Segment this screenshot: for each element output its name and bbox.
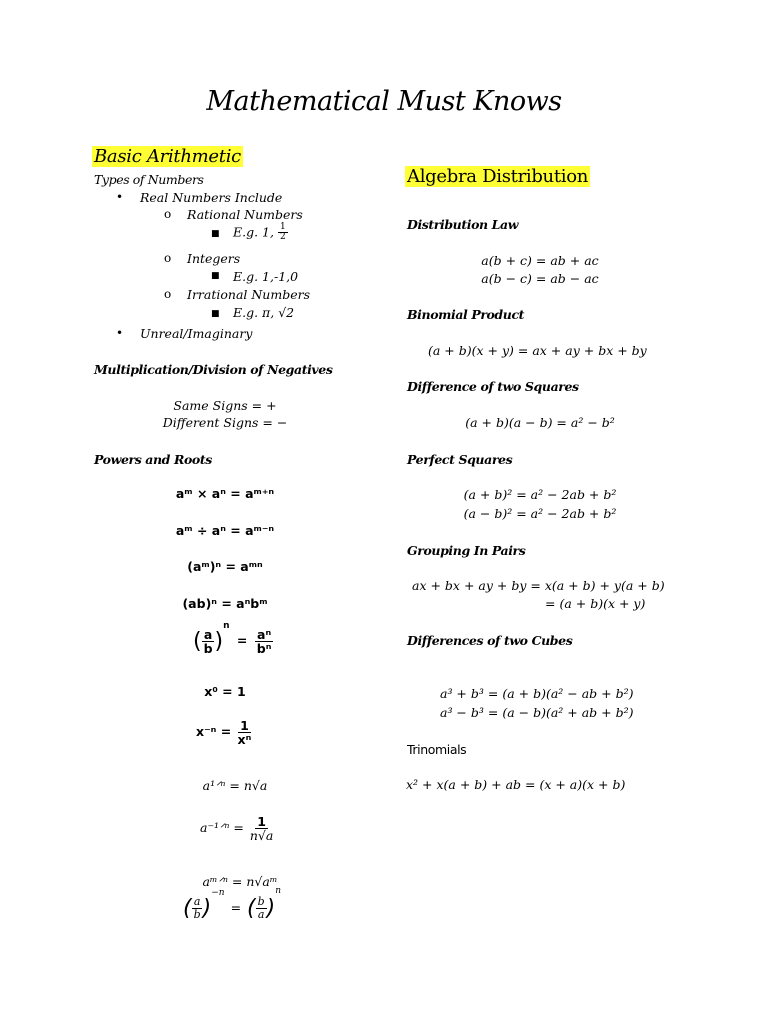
right-paren: ) xyxy=(214,629,224,655)
fraction-numerator: b xyxy=(257,895,265,909)
irrational-example: E.g. π, √2 xyxy=(233,305,295,320)
fraction-denominator: b xyxy=(193,908,201,921)
bullet-icon: • xyxy=(116,190,124,204)
exponent: −n xyxy=(211,887,225,898)
fraction-numerator: a xyxy=(203,627,213,642)
zero-exponent-rule: x⁰ = 1 xyxy=(204,684,246,699)
different-signs-rule: Different Signs = − xyxy=(162,415,288,430)
fraction-a-over-b xyxy=(192,896,203,920)
rational-example xyxy=(233,223,288,243)
integers-item: Integers xyxy=(187,251,241,266)
power-rule-fraction: ( $\frac{a}{b}$ )$^n$ = $\frac{\text{aⁿ}}{\text{bⁿ}}$ xyxy=(193,620,272,657)
same-signs-rule: Same Signs = + xyxy=(173,398,277,413)
difference-of-cubes-formula: a³ − b³ = (a − b)(a² + ab + b²) xyxy=(440,705,634,720)
power-rule-product: aᵐ × aⁿ = aᵐ⁺ⁿ xyxy=(175,486,275,501)
negative-root-rule xyxy=(200,815,275,842)
trinomials-heading: Trinomials xyxy=(407,742,467,757)
perfect-square-difference: (a − b)² = a² − 2ab + b² xyxy=(463,506,617,521)
fraction-an-over-bn xyxy=(255,628,274,655)
negative-fraction-power-rule: ( $\frac{a}{b}$ )$^{-n}$ = ( $\frac{b}{a}$ )$^n$ xyxy=(183,885,282,921)
binomial-product-heading: Binomial Product xyxy=(407,307,525,322)
fraction-denominator: 2 xyxy=(279,232,286,243)
algebra-distribution-heading: Algebra Distribution xyxy=(407,166,589,187)
left-paren: ( xyxy=(247,896,256,921)
fraction-1-over-root xyxy=(248,815,275,842)
bullet-icon: • xyxy=(116,326,124,340)
distribution-law-subtract: a(b − c) = ab − ac xyxy=(481,271,599,286)
grouping-in-pairs-line1: ax + bx + ay + by = x(a + b) + y(a + b) xyxy=(412,578,665,593)
grouping-in-pairs-heading: Grouping In Pairs xyxy=(407,543,526,558)
square-bullet-icon: ■ xyxy=(211,271,220,281)
one-half-fraction xyxy=(278,223,288,243)
fraction-denominator: b xyxy=(203,641,213,657)
distribution-law-add: a(b + c) = ab + ac xyxy=(481,253,599,268)
root-rule: a¹ᐟⁿ = n√a xyxy=(202,778,268,793)
fraction-denominator: n√a xyxy=(249,828,274,844)
fraction-numerator: 1 xyxy=(240,718,249,733)
trinomials-formula: x² + x(a + b) + ab = (x + a)(x + b) xyxy=(406,777,626,792)
mult-div-negatives-heading: Multiplication/Division of Negatives xyxy=(94,362,333,377)
basic-arithmetic-heading: Basic Arithmetic xyxy=(94,146,241,167)
rational-numbers-item: Rational Numbers xyxy=(187,207,303,222)
page-title: Mathematical Must Knows xyxy=(206,86,562,117)
types-of-numbers-heading: Types of Numbers xyxy=(94,172,204,187)
circle-bullet-icon: o xyxy=(164,207,172,221)
power-rule-power: (aᵐ)ⁿ = aᵐⁿ xyxy=(187,559,263,574)
difference-of-squares-formula: (a + b)(a − b) = a² − b² xyxy=(465,415,615,430)
left-paren: ( xyxy=(183,896,192,921)
fraction-1-over-xn xyxy=(236,719,254,746)
power-rule-quotient: aᵐ ÷ aⁿ = aᵐ⁻ⁿ xyxy=(175,523,275,538)
rule-lhs: a⁻¹ᐟⁿ = xyxy=(200,820,244,836)
rule-lhs: x⁻ⁿ = xyxy=(196,724,232,740)
difference-of-squares-heading: Difference of two Squares xyxy=(407,379,579,394)
right-paren: ) xyxy=(202,896,212,921)
circle-bullet-icon: o xyxy=(164,287,172,301)
irrational-numbers-item: Irrational Numbers xyxy=(187,287,310,302)
perfect-square-sum: (a + b)² = a² − 2ab + b² xyxy=(463,487,617,502)
fraction-denominator: xⁿ xyxy=(237,732,252,748)
square-bullet-icon: ■ xyxy=(211,229,220,239)
fraction-numerator: a xyxy=(193,895,201,909)
fraction-a-over-b xyxy=(202,628,215,655)
left-paren: ( xyxy=(193,629,202,655)
fraction-b-over-a xyxy=(256,896,267,920)
fraction-numerator: 1 xyxy=(257,814,266,829)
perfect-squares-heading: Perfect Squares xyxy=(407,452,513,467)
fractional-exponent-rule: aᵐᐟⁿ = n√aᵐ xyxy=(202,874,278,889)
exponent: n xyxy=(223,620,230,631)
power-rule-product-power: (ab)ⁿ = aⁿbᵐ xyxy=(182,596,268,611)
differences-of-cubes-heading: Differences of two Cubes xyxy=(407,633,573,648)
fraction-numerator: 1 xyxy=(279,222,286,232)
grouping-in-pairs-line2: = (a + b)(x + y) xyxy=(545,596,646,611)
exponent: n xyxy=(275,885,282,896)
integers-example: E.g. 1,-1,0 xyxy=(233,269,299,284)
fraction-denominator: a xyxy=(257,908,265,921)
rational-example-label: E.g. 1, xyxy=(233,224,274,240)
distribution-law-heading: Distribution Law xyxy=(407,217,519,232)
unreal-imaginary-item: Unreal/Imaginary xyxy=(140,326,253,341)
negative-exponent-rule xyxy=(196,719,253,746)
powers-roots-heading: Powers and Roots xyxy=(94,452,212,467)
binomial-product-formula: (a + b)(x + y) = ax + ay + bx + by xyxy=(428,343,647,358)
square-bullet-icon: ■ xyxy=(211,309,220,319)
sum-of-cubes-formula: a³ + b³ = (a + b)(a² − ab + b²) xyxy=(440,686,634,701)
fraction-numerator: aⁿ xyxy=(257,627,272,642)
right-paren: ) xyxy=(266,896,276,921)
fraction-denominator: bⁿ xyxy=(256,641,272,657)
real-numbers-item: Real Numbers Include xyxy=(140,190,283,205)
circle-bullet-icon: o xyxy=(164,251,172,265)
